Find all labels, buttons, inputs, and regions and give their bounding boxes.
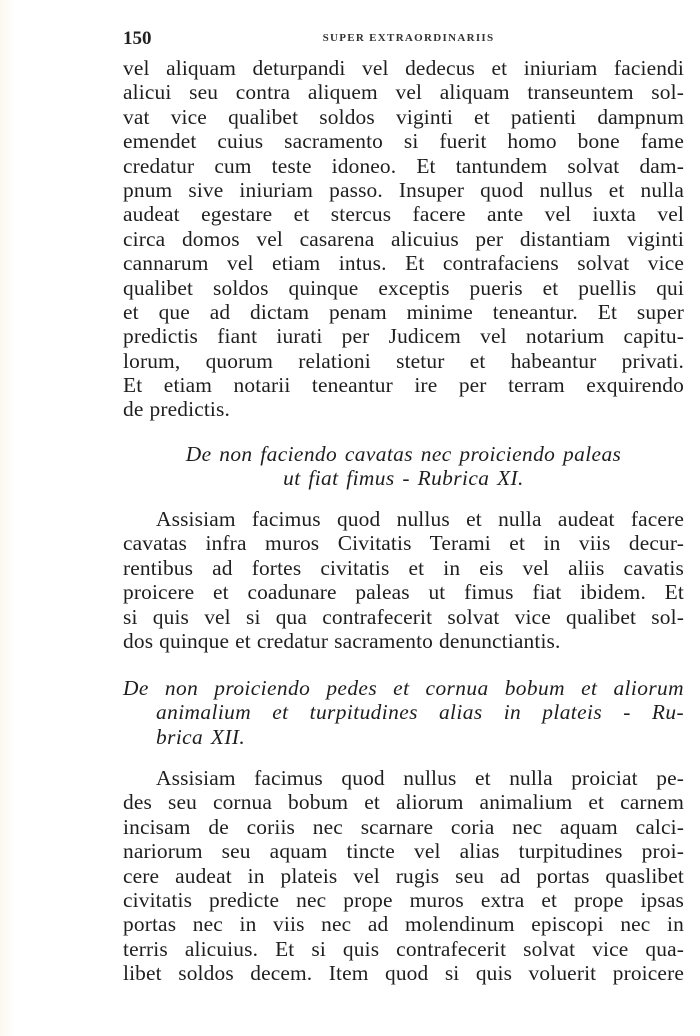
text-line: nariorum seu aquam tincte vel alias turpitudines proi- [123,839,684,864]
text-line: vel aliquam deturpandi vel dedecus et iniuriam faciendi [123,56,684,80]
text-line: qualibet soldos quinque exceptis pueris et puellis qui [123,275,684,300]
page-number: 150 [123,28,152,49]
text-line: audeat egestare et stercus facere ante vel iuxta vel [123,202,684,227]
text-line: cannarum vel etiam intus. Et contrafaciens solvat vice [123,251,684,276]
text-line: emendet cuius sacramento si fuerit homo bone fame [123,129,684,154]
text-line: Assisiam facimus quod nullus et nulla proiciat pe- [156,766,684,790]
text-line: pnum sive iniuriam passo. Insuper quod nullus et nulla [123,177,684,202]
text-line: credatur cum teste idoneo. Et tantundem solvat dam- [123,153,684,178]
text-line: Assisiam facimus quod nullus et nulla audeat facere [156,507,684,531]
running-header [123,28,684,50]
text-line: lorum, quorum relationi stetur et habeantur privati. [123,348,684,373]
text-line: civitatis predicte nec prope muros extra et prope ipsas [123,887,684,912]
text-line: proicere et coadunare paleas ut fimus fiat ibidem. Et [123,580,684,605]
text-line: vat vice qualibet soldos viginti et patienti dampnum [123,104,684,129]
text-line: cavatas infra muros Civitatis Terami et in viis decur- [123,531,684,556]
page-edge-shadow [0,0,14,1036]
text-line: si quis vel si qua contrafecerit solvat vice qualibet sol- [123,604,684,629]
rubric-heading-xii [123,676,684,749]
running-title: SUPER EXTRAORDINARIIS [322,32,495,44]
paragraph-rubric-xi [123,507,684,653]
text-line: terris alicuius. Et si quis contrafecerit solvat vice qua- [123,936,684,961]
text-line: des seu cornua bobum et aliorum animalium et carnem [123,790,684,815]
rubric-line: De non proiciendo pedes et cornua bobum et aliorum [123,676,684,700]
text-line: cere audeat in plateis vel rugis seu ad portas quaslibet [123,863,684,888]
text-line: Et etiam notarii teneantur ire per terram exquirendo [123,373,684,398]
text-line: libet soldos decem. Item quod si quis voluerit proicere [123,961,684,986]
text-line: dos quinque et credatur sacramento denunctiantis. [123,628,561,653]
rubric-line: brica XII. [156,724,246,749]
rubric-line: animalium et turpitudines alias in plateis - Ru- [156,700,684,725]
text-line: incisam de coriis nec scarnare coria nec aquam calci- [123,814,684,839]
paragraph-continuation [123,56,684,422]
text-line: portas nec in viis nec ad molendinum episcopi nec in [123,912,684,937]
rubric-line: ut fiat fimus - Rubrica XI. [283,466,524,491]
paragraph-rubric-xii [123,766,684,986]
text-line: alicui seu contra aliquem vel aliquam transeuntem sol- [123,80,684,105]
rubric-heading-xi [123,442,684,491]
text-line: rentibus ad fortes civitatis et in eis vel aliis cavatis [123,555,684,580]
text-line: de predictis. [123,397,230,422]
text-line: circa domos vel casarena alicuius per distantiam viginti [123,226,684,251]
rubric-line: De non faciendo cavatas nec proiciendo paleas [185,442,622,466]
text-line: et que ad dictam penam minime teneantur. Et super [123,299,684,324]
text-line: predictis fiant iurati per Judicem vel notarium capitu- [123,324,684,349]
